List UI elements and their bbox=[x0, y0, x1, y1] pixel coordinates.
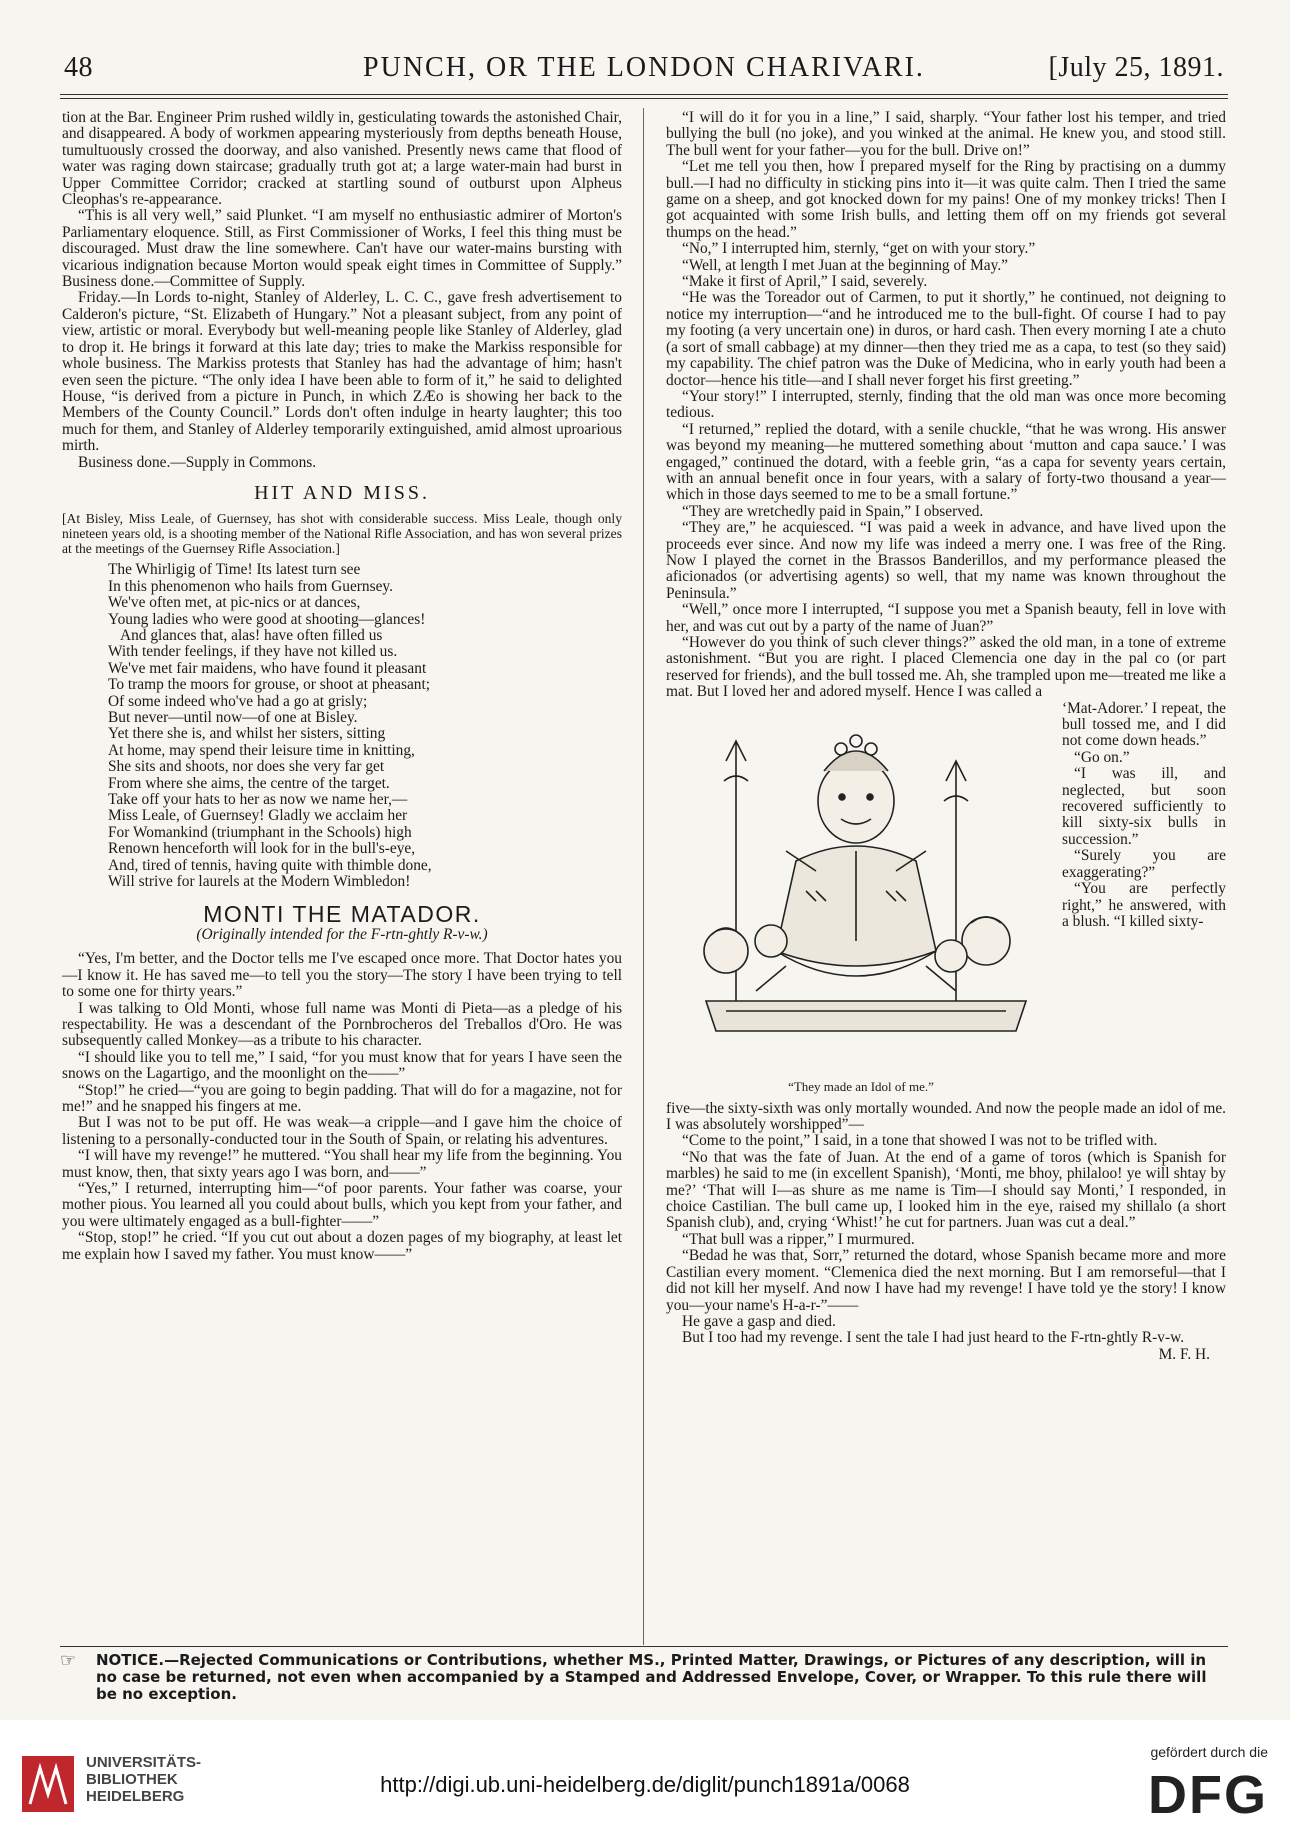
poem-line: Miss Leale, of Guernsey! Gladly we acclaim her bbox=[108, 807, 408, 825]
notice-text: NOTICE.—Rejected Communications or Contributions, whether MS., Printed Matter, Drawings, or Pictures of any description, will in no case be returned, not even when accompanied by a Stamped and Addressed Envelope, Cover, or Wrapper. To this rule there will be no exception. bbox=[96, 1651, 1207, 1703]
header-rule-2 bbox=[60, 98, 1228, 99]
notice bbox=[60, 1650, 1226, 1703]
editorial-note: [At Bisley, Miss Leale, of Guernsey, has shot with considerable success. Miss Leale, though only nineteen years old, is a shooting member of the National Rifle Association, and has won several prizes at the meetings of the Guernsey Rifle Association.] bbox=[62, 511, 622, 557]
paragraph: “That bull was a ripper,” I murmured. bbox=[682, 1230, 915, 1248]
poem-line: But never—until now—of one at Bisley. bbox=[108, 709, 358, 726]
author-signature: M. F. H. bbox=[1158, 1345, 1210, 1363]
digitization-footer bbox=[0, 1720, 1290, 1836]
poem-line: To tramp the moors for grouse, or shoot at pheasant; bbox=[108, 676, 431, 694]
poem-line: From where she aims, the centre of the target. bbox=[108, 774, 390, 792]
paragraph: “Go on.” bbox=[1074, 748, 1130, 766]
left-column bbox=[62, 110, 622, 1263]
paragraph: “Bedad he was that, Sorr,” returned the dotard, whose Spanish became more and more Castilian every moment. “Clemenica died the next morning. But I am remorseful—that I did not kill her myself. And now I have had my revenge! I have told ye the story! I know you—your name's H-a-r-”—— bbox=[666, 1247, 1226, 1314]
poem bbox=[62, 562, 622, 890]
poem-line: With tender feelings, if they have not killed us. bbox=[108, 643, 398, 661]
paragraph: “Your story!” I interrupted, sternly, finding that the old man was once more becoming tedious. bbox=[666, 387, 1226, 422]
paragraph: “Make it first of April,” I said, severely. bbox=[682, 273, 928, 291]
logo-line: BIBLIOTHEK bbox=[86, 1771, 178, 1788]
paragraph: “However do you think of such clever things?” asked the old man, in a tone of extreme astonishment. “But you are right. I placed Clemencia one day in the pal co (or part reserved for friends), and the bull tossed me. Ah, she trampled upon me—treated me like a mat. But I loved her and adored myself. Hence I was called a bbox=[666, 634, 1226, 701]
paragraph: “He was the Toreador out of Carmen, to put it shortly,” he continued, not deigning to notice my interruption—“and he introduced me to the bull-fight. Of course I had to pay my footing (a very uncertain one) in duros, or hard cash. Then every morning I ate a chuto (a sort of small cabbage) at my dinner—then they tried me as a capa, to test (so they said) my capability. The chief patron was the Duke of Medicina, who in early youth had been a doctor—hence his title—and I shall never forget his first greeting.” bbox=[666, 289, 1226, 389]
paragraph: “This is all very well,” said Plunket. “I am myself no enthusiastic admirer of Morton's Parliamentary eloquence. Still, as First Commissioner of Works, I feel this thing must be discouraged. Must draw the line somewhere. Can't have our water-mains bursting with vicarious indignation because Morton would speak eight times in Committee of Supply.” Business done.—Committee of Supply. bbox=[62, 207, 622, 291]
poem-line: The Whirligig of Time! Its latest turn see bbox=[108, 561, 361, 579]
wrapped-text bbox=[1062, 701, 1226, 931]
paragraph: But I too had my revenge. I sent the tale I had just heard to the F-rtn-ghtly R-v-w. bbox=[682, 1329, 1185, 1347]
paragraph: “They are wretchedly paid in Spain,” I observed. bbox=[682, 502, 984, 520]
dfg-logo: DFG bbox=[1148, 1765, 1268, 1825]
issue-date: [July 25, 1891. bbox=[1048, 52, 1224, 83]
poem-line: Of some indeed who've had a go at grisly; bbox=[108, 692, 368, 710]
paragraph: “Come to the point,” I said, in a tone that showed I was not to be trifled with. bbox=[682, 1132, 1158, 1150]
article-title-monti-the-matador: MONTI THE MATADOR. bbox=[203, 901, 481, 928]
paragraph: “Yes,” I returned, interrupting him—“of poor parents. Your father was coarse, your mother pious. You learned all you could about bulls, which you kept from your father, and you were ultimately engaged as a bull-fighter——” bbox=[62, 1179, 622, 1230]
poem-line: And glances that, alas! have often filled us bbox=[120, 626, 383, 644]
paragraph: ‘Mat-Adorer.’ I repeat, the bull tossed me, and I did not come down heads.” bbox=[1062, 699, 1226, 750]
idol-cartoon-icon bbox=[666, 701, 1056, 1077]
poem-line: We've met fair maidens, who have found it pleasant bbox=[108, 659, 427, 677]
paragraph: “No,” I interrupted him, sternly, “get on with your story.” bbox=[682, 240, 1036, 258]
masthead-title: PUNCH, OR THE LONDON CHARIVARI. bbox=[363, 52, 925, 83]
paragraph: “I should like you to tell me,” I said, “for you must know that for years I have seen the snows on the Lagartigo, and the moonlight on the——” bbox=[62, 1048, 622, 1083]
pointing-hand-icon: ☞ bbox=[60, 1650, 77, 1671]
poem-line: For Womankind (triumphant in the Schools) high bbox=[108, 823, 412, 841]
poem-line: At home, may spend their leisure time in knitting, bbox=[108, 741, 415, 759]
paragraph: “Let me tell you then, how I prepared myself for the Ring by practising on a dummy bull.—I had no difficulty in sticking pins into it—it was quite calm. Then I tried the same game on a sheep, and got knocked down for my pains! One of my monkey tricks! Then I got acquainted with some Irish bulls, and letting them off on my friends got several thumps on the head.” bbox=[666, 158, 1226, 241]
paragraph: “I will have my revenge!” he muttered. “You shall hear my life from the beginning. You must know, then, that sixty years ago I was born, and——” bbox=[62, 1147, 622, 1181]
paragraph: “I returned,” replied the dotard, with a senile chuckle, “that he was wrong. His answer was beyond my meaning—he muttered something about ‘mutton and capa sauce.’ I was engaged,” continued the dotard, with a feeble grin, “as a capa for seventy years certain, with an annual benefit once in four years, with a salary of forty-two thousand a year—which in those days seemed to me to be a small fortune.” bbox=[666, 420, 1226, 504]
paragraph: “Stop, stop!” he cried. “If you cut out about a dozen pages of my biography, at least let me explain how I saved my father. You must know——” bbox=[62, 1229, 622, 1263]
right-column bbox=[666, 110, 1226, 1363]
column-divider bbox=[643, 108, 644, 1645]
page-header bbox=[64, 52, 1224, 94]
paragraph: “I was ill, and neglected, but soon recovered sufficiently to kill sixty-six bulls in succession.” bbox=[1062, 765, 1226, 848]
poem-line: Will strive for laurels at the Modern Wimbledon! bbox=[108, 873, 411, 891]
matador-illustration bbox=[666, 701, 1056, 1101]
paragraph: “Well,” once more I interrupted, “I suppose you met a Spanish beauty, fell in love with her, and was cut out by a party of the name of Juan?” bbox=[666, 601, 1226, 635]
poem-line: In this phenomenon who hails from Guernsey. bbox=[108, 577, 393, 595]
paragraph: I was talking to Old Monti, whose full name was Monti di Pieta—as a pledge of his respectability. He was a descendant of the Pornbrocheros del Treballos d'Oro. He was subsequently called Monkey—as a tribute to his character. bbox=[62, 999, 622, 1050]
poem-line: And, tired of tennis, having quite with thimble done, bbox=[108, 856, 432, 874]
paragraph: “Stop!” he cried—“you are going to begin padding. That will do for a magazine, not for me!” and he snapped his fingers at me. bbox=[62, 1081, 622, 1115]
logo-line: HEIDELBERG bbox=[86, 1788, 185, 1805]
header-rule bbox=[60, 94, 1228, 95]
paragraph: He gave a gasp and died. bbox=[682, 1312, 836, 1330]
illustration-caption: “They made an Idol of me.” bbox=[788, 1078, 934, 1094]
paragraph: “Well, at length I met Juan at the beginning of May.” bbox=[682, 256, 1008, 274]
poem-line: We've often met, at pic-nics or at dances, bbox=[108, 594, 361, 612]
paragraph: Friday.—In Lords to-night, Stanley of Alderley, L. C. C., gave fresh advertisement to Calderon's picture, “St. Elizabeth of Hungary.” Not a pleasant subject, from any point of view, artistic or moral. Everybody but well-meaning people like Stanley of Alderley, glad to drop it. He brings it forward at this late day; tries to make the Markiss responsible for whole business. The Markiss protests that Stanley has had the advantage of him; hasn't even seen the picture. “The only idea I have been able to form of it,” he said to delighted House, “is derived from a picture in Punch, in which ZÆo is showing her back to the Members of the County Council.” Lords don't often indulge in hearty laughter; this too much for them, and Stanley of Alderley temporarily extinguished, amid almost uproarious mirth. bbox=[62, 289, 622, 455]
paragraph: “Surely you are exaggerating?” bbox=[1062, 847, 1226, 881]
paragraph: five—the sixty-sixth was only mortally wounded. And now the people made an idol of me. I was absolutely worshipped”— bbox=[666, 1099, 1226, 1134]
paragraph: But I was not to be put off. He was weak—a cripple—and I gave him the choice of listening to a personally-conducted tour in the South of Spain, or relating his adventures. bbox=[62, 1114, 622, 1148]
poem-line: Take off your hats to her as now we name her,— bbox=[108, 791, 408, 809]
poem-line: Young ladies who were good at shooting—glances! bbox=[108, 610, 426, 628]
footer-rule bbox=[60, 1646, 1228, 1647]
paragraph: “You are perfectly right,” he answered, with a blush. “I killed sixty- bbox=[1062, 880, 1226, 930]
paragraph: tion at the Bar. Engineer Prim rushed wildly in, gesticulating towards the astonished Chair, and disappeared. A body of workmen appearing mysteriously from depths beneath House, tumultuously crossed the doorway, and also vanished. Presently news came that flood of water was raging down staircase; gradually truth got at; a large water-main had burst in Upper Committee Corridor; cracked at startling sound of outburst upon Alpheus Cleophas's re-appearance. bbox=[62, 109, 622, 209]
paragraph: Business done.—Supply in Commons. bbox=[78, 453, 317, 471]
funding-note: gefördert durch die bbox=[1150, 1744, 1268, 1760]
poem-line: Renown henceforth will look for in the bull's-eye, bbox=[108, 840, 416, 858]
illustration-block bbox=[666, 701, 1226, 1101]
source-url-link[interactable]: http://digi.ub.uni-heidelberg.de/diglit/punch1891a/0068 bbox=[380, 1772, 910, 1797]
page-number: 48 bbox=[64, 52, 93, 83]
paragraph: “I will do it for you in a line,” I said, sharply. “Your father lost his temper, and tried bullying the bull (no joke), and you winked at the animal. He knew you, and stood still. The bull went for your father—you for the bull. Drive on!” bbox=[666, 109, 1226, 159]
paragraph: “Yes, I'm better, and the Doctor tells me I've escaped once more. That Doctor hates you—I know it. He has saved me—to tell you the story—The story I have been trying to tell to some one for thirty years.” bbox=[62, 950, 622, 1001]
article-subtitle: (Originally intended for the F-rtn-ghtly R-v-w.) bbox=[196, 925, 488, 943]
poem-line: She sits and shoots, nor does she very far get bbox=[108, 758, 385, 776]
paragraph: “They are,” he acquiesced. “I was paid a week in advance, and have lived upon the proceeds ever since. And now my life was indeed a merry one. I was free of the Ring. Now I played the cornet in the Brassos Banderillos, and my performance pleased the aficionados (or advertising agents) so well, that my name was known throughout the Peninsula.” bbox=[666, 519, 1226, 602]
logo-line: UNIVERSITÄTS- bbox=[86, 1754, 202, 1771]
article-title-hit-and-miss: HIT AND MISS. bbox=[254, 481, 430, 504]
poem-line: Yet there she is, and whilst her sisters, sitting bbox=[108, 725, 386, 743]
paragraph: “No that was the fate of Juan. At the end of a game of toros (which is Spanish for marbles) he said to me (in excellent Spanish), ‘Monti, me bhoy, philaloo! ye will shtay by me?’ ‘That will I—as shure as me name is Tim—I should say Monti,’ I responded, in choice Castilian. The bull came up, I looked him in the eye, raised my shillalo (a short Spanish club), and, crying ‘Whist!’ he cut for partners. Juan was cut a deal.” bbox=[666, 1148, 1226, 1232]
